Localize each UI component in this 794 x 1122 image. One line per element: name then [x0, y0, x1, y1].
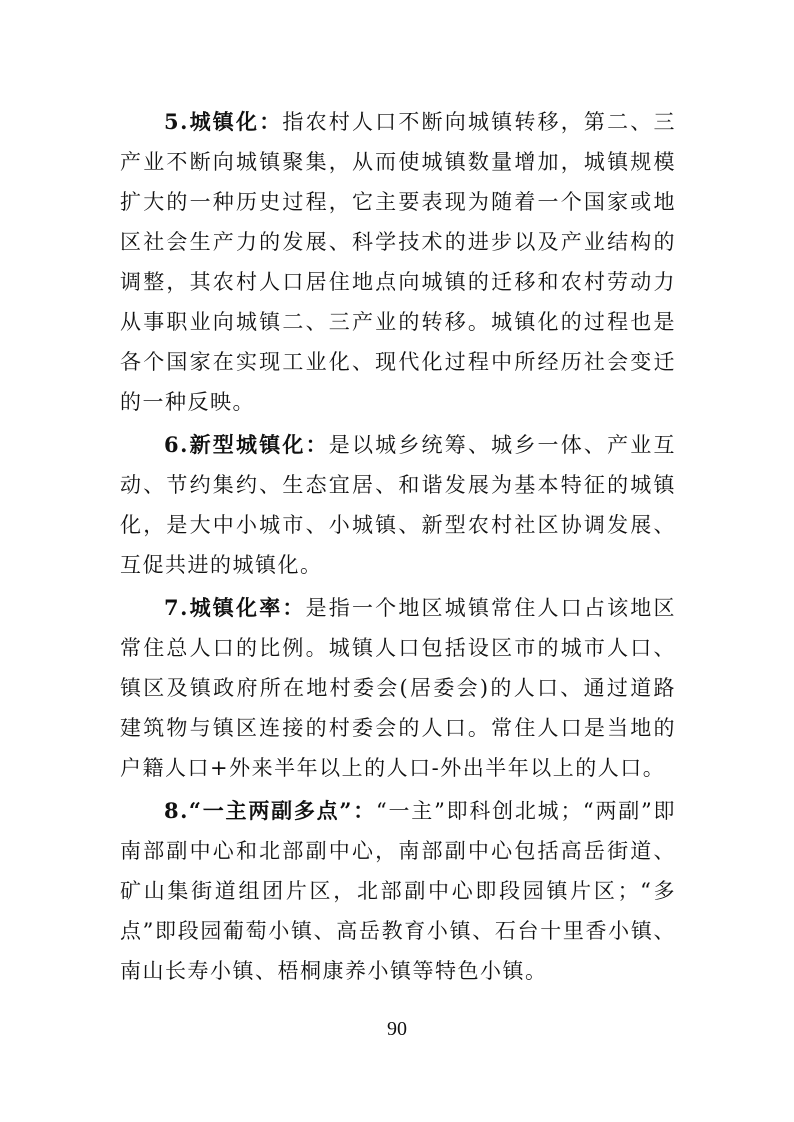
definition-text: 是以城乡统筹、城乡一体、产业互动、节约集约、生态宜居、和谐发展为基本特征的城镇化，是大中小城市、小城镇、新型农村社区协调发展、互促共进的城镇化。: [120, 433, 676, 577]
definition-text: 指农村人口不断向城镇转移，第二、三产业不断向城镇聚集，从而使城镇数量增加，城镇规模扩大的一种历史过程，它主要表现为随着一个国家或地区社会生产力的发展、科学技术的进步以及产业结构的调整，其农村人口居住地点向城镇的迁移和农村劳动力从事职业向城镇二、三产业的转移。城镇化的过程也是各个国家在实现工业化、现代化过程中所经历社会变迁的一种反映。: [120, 110, 676, 414]
definition-term: 6.新型城镇化：: [164, 432, 329, 457]
definition-term: 7.城镇化率：: [164, 595, 306, 620]
definition-urbanization-rate: [120, 588, 676, 788]
definition-text: “一主”即科创北城；“两副”即南部副中心和北部副中心，南部副中心包括高岳街道、矿山集街道组团片区，北部副中心即段园镇片区；“多点”即段园葡萄小镇、高岳教育小镇、石台十里香小镇、南山长寿小镇、梧桐康养小镇等特色小镇。: [120, 799, 676, 983]
definition-term: 8.“一主两副多点”：: [164, 798, 377, 823]
definition-one-main-two-sub-multi-point: [120, 791, 676, 991]
page-number: 90: [387, 1018, 407, 1040]
definition-text: 是指一个地区城镇常住人口占该地区常住总人口的比例。城镇人口包括设区市的城市人口、镇区及镇政府所在地村委会(居委会)的人口、通过道路建筑物与镇区连接的村委会的人口。常住人口是当地的户籍人口+外来半年以上的人口-外出半年以上的人口。: [120, 596, 676, 780]
definition-new-urbanization: [120, 425, 676, 585]
definition-term: 5.城镇化：: [164, 109, 283, 134]
definition-urbanization: [120, 102, 676, 422]
body-text: [120, 102, 676, 991]
